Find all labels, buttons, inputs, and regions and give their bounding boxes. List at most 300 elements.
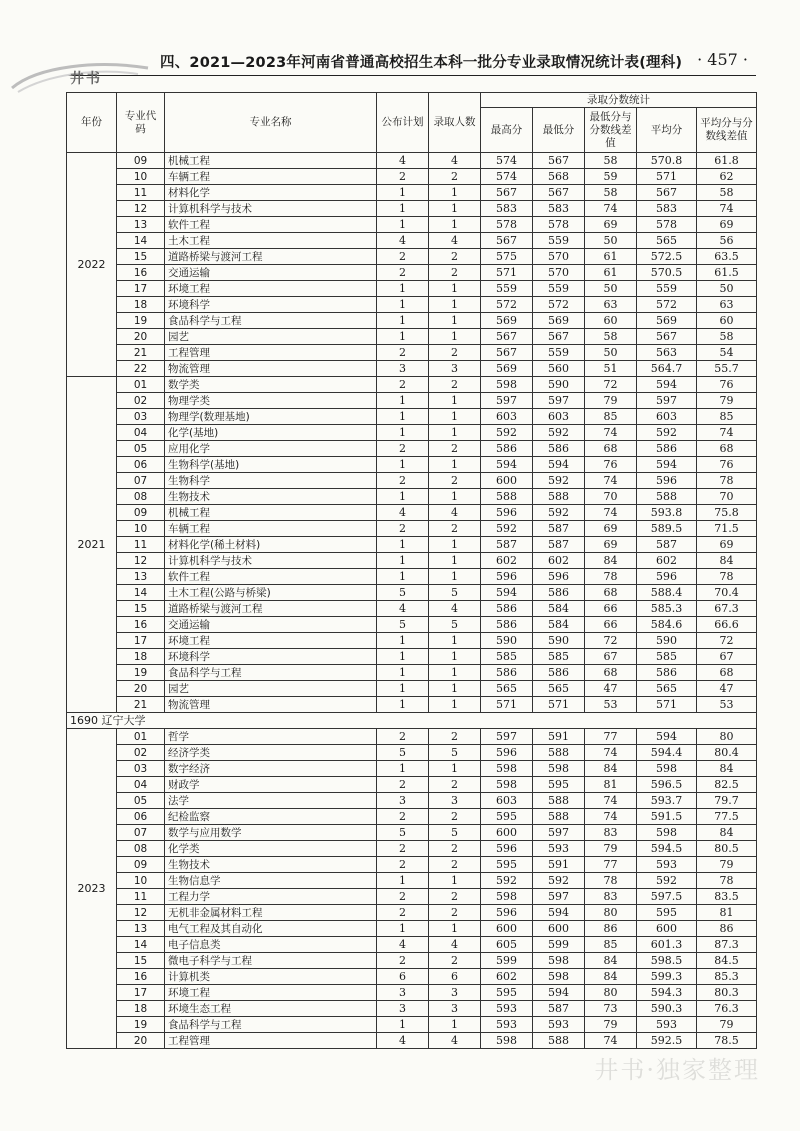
cell-avg-diff: 85 xyxy=(697,409,757,425)
col-avg-diff: 平均分与分数线差值 xyxy=(697,108,757,153)
cell-min-diff: 74 xyxy=(585,201,637,217)
cell-plan: 2 xyxy=(377,857,429,873)
cell-admitted: 1 xyxy=(429,633,481,649)
cell-code: 19 xyxy=(117,665,165,681)
table-row xyxy=(67,345,757,361)
table-row xyxy=(67,985,757,1001)
cell-min-diff: 74 xyxy=(585,793,637,809)
cell-name: 道路桥梁与渡河工程 xyxy=(165,601,377,617)
cell-avg: 571 xyxy=(637,169,697,185)
cell-code: 18 xyxy=(117,649,165,665)
cell-min: 568 xyxy=(533,169,585,185)
cell-min-diff: 80 xyxy=(585,985,637,1001)
cell-max: 588 xyxy=(481,489,533,505)
cell-plan: 2 xyxy=(377,521,429,537)
cell-name: 数学类 xyxy=(165,377,377,393)
cell-avg-diff: 58 xyxy=(697,329,757,345)
table-row xyxy=(67,921,757,937)
cell-avg: 591.5 xyxy=(637,809,697,825)
cell-min: 588 xyxy=(533,489,585,505)
cell-avg-diff: 87.3 xyxy=(697,937,757,953)
cell-min: 603 xyxy=(533,409,585,425)
cell-avg-diff: 78 xyxy=(697,473,757,489)
cell-avg: 595 xyxy=(637,905,697,921)
cell-min: 593 xyxy=(533,1017,585,1033)
table-row xyxy=(67,377,757,393)
cell-admitted: 2 xyxy=(429,521,481,537)
cell-plan: 4 xyxy=(377,601,429,617)
cell-name: 计算机科学与技术 xyxy=(165,553,377,569)
cell-plan: 1 xyxy=(377,281,429,297)
cell-min: 559 xyxy=(533,345,585,361)
cell-name: 物流管理 xyxy=(165,697,377,713)
cell-admitted: 3 xyxy=(429,1001,481,1017)
cell-plan: 2 xyxy=(377,169,429,185)
cell-name: 生物科学 xyxy=(165,473,377,489)
cell-plan: 3 xyxy=(377,1001,429,1017)
cell-name: 交通运输 xyxy=(165,617,377,633)
cell-avg: 565 xyxy=(637,233,697,249)
cell-name: 园艺 xyxy=(165,681,377,697)
cell-avg: 593.8 xyxy=(637,505,697,521)
cell-name: 工程管理 xyxy=(165,345,377,361)
cell-name: 土木工程 xyxy=(165,233,377,249)
cell-avg: 593 xyxy=(637,1017,697,1033)
cell-name: 环境工程 xyxy=(165,281,377,297)
cell-admitted: 2 xyxy=(429,953,481,969)
cell-avg-diff: 80 xyxy=(697,729,757,745)
table-row xyxy=(67,1017,757,1033)
cell-name: 生物技术 xyxy=(165,489,377,505)
cell-name: 物流管理 xyxy=(165,361,377,377)
cell-code: 03 xyxy=(117,761,165,777)
cell-plan: 2 xyxy=(377,953,429,969)
cell-min-diff: 50 xyxy=(585,233,637,249)
table-row xyxy=(67,169,757,185)
cell-max: 596 xyxy=(481,745,533,761)
cell-plan: 2 xyxy=(377,377,429,393)
cell-avg-diff: 72 xyxy=(697,633,757,649)
cell-code: 03 xyxy=(117,409,165,425)
cell-admitted: 3 xyxy=(429,985,481,1001)
cell-name: 机械工程 xyxy=(165,153,377,169)
cell-avg: 594 xyxy=(637,457,697,473)
table-row xyxy=(67,329,757,345)
cell-plan: 1 xyxy=(377,201,429,217)
cell-max: 590 xyxy=(481,633,533,649)
cell-max: 586 xyxy=(481,665,533,681)
col-year: 年份 xyxy=(67,93,117,153)
cell-max: 578 xyxy=(481,217,533,233)
cell-plan: 1 xyxy=(377,393,429,409)
cell-name: 物理学(数理基地) xyxy=(165,409,377,425)
table-row xyxy=(67,857,757,873)
cell-min-diff: 84 xyxy=(585,969,637,985)
table-row xyxy=(67,649,757,665)
col-name: 专业名称 xyxy=(165,93,377,153)
cell-plan: 1 xyxy=(377,457,429,473)
cell-max: 592 xyxy=(481,521,533,537)
cell-code: 13 xyxy=(117,569,165,585)
cell-min: 560 xyxy=(533,361,585,377)
table-row xyxy=(67,937,757,953)
cell-code: 09 xyxy=(117,153,165,169)
cell-admitted: 1 xyxy=(429,281,481,297)
table-row xyxy=(67,473,757,489)
table-row xyxy=(67,153,757,169)
cell-avg: 598.5 xyxy=(637,953,697,969)
cell-admitted: 2 xyxy=(429,377,481,393)
table-row xyxy=(67,873,757,889)
cell-avg: 602 xyxy=(637,553,697,569)
cell-avg-diff: 79 xyxy=(697,857,757,873)
cell-max: 586 xyxy=(481,601,533,617)
cell-avg-diff: 56 xyxy=(697,233,757,249)
cell-avg-diff: 67.3 xyxy=(697,601,757,617)
cell-max: 605 xyxy=(481,937,533,953)
cell-code: 02 xyxy=(117,393,165,409)
cell-admitted: 1 xyxy=(429,649,481,665)
cell-avg: 585.3 xyxy=(637,601,697,617)
cell-max: 594 xyxy=(481,585,533,601)
cell-avg: 594.4 xyxy=(637,745,697,761)
cell-max: 600 xyxy=(481,473,533,489)
cell-max: 598 xyxy=(481,889,533,905)
cell-min: 565 xyxy=(533,681,585,697)
table-row xyxy=(67,521,757,537)
table-row xyxy=(67,361,757,377)
cell-min: 569 xyxy=(533,313,585,329)
cell-code: 12 xyxy=(117,201,165,217)
cell-avg-diff: 76.3 xyxy=(697,1001,757,1017)
cell-avg: 585 xyxy=(637,649,697,665)
cell-min: 570 xyxy=(533,265,585,281)
cell-name: 软件工程 xyxy=(165,217,377,233)
cell-min: 587 xyxy=(533,537,585,553)
cell-admitted: 1 xyxy=(429,921,481,937)
cell-admitted: 2 xyxy=(429,249,481,265)
cell-avg-diff: 63.5 xyxy=(697,249,757,265)
cell-min-diff: 59 xyxy=(585,169,637,185)
cell-avg-diff: 47 xyxy=(697,681,757,697)
page-title: 四、2021—2023年河南省普通高校招生本科一批分专业录取情况统计表(理科) xyxy=(160,55,683,71)
cell-avg: 599.3 xyxy=(637,969,697,985)
cell-max: 593 xyxy=(481,1017,533,1033)
cell-admitted: 1 xyxy=(429,873,481,889)
cell-min-diff: 63 xyxy=(585,297,637,313)
cell-max: 571 xyxy=(481,697,533,713)
cell-code: 08 xyxy=(117,841,165,857)
cell-min: 571 xyxy=(533,697,585,713)
cell-name: 纪检监察 xyxy=(165,809,377,825)
cell-code: 07 xyxy=(117,473,165,489)
cell-admitted: 2 xyxy=(429,441,481,457)
cell-code: 22 xyxy=(117,361,165,377)
cell-plan: 1 xyxy=(377,409,429,425)
cell-admitted: 4 xyxy=(429,1033,481,1049)
cell-code: 17 xyxy=(117,985,165,1001)
cell-min-diff: 83 xyxy=(585,825,637,841)
cell-admitted: 1 xyxy=(429,409,481,425)
cell-plan: 2 xyxy=(377,249,429,265)
cell-avg: 592 xyxy=(637,425,697,441)
cell-min-diff: 84 xyxy=(585,953,637,969)
cell-avg: 588.4 xyxy=(637,585,697,601)
cell-year: 2023 xyxy=(67,729,117,1049)
cell-code: 12 xyxy=(117,553,165,569)
table-row xyxy=(67,313,757,329)
cell-avg-diff: 75.8 xyxy=(697,505,757,521)
cell-avg: 583 xyxy=(637,201,697,217)
cell-min-diff: 78 xyxy=(585,873,637,889)
cell-code: 16 xyxy=(117,969,165,985)
table-row xyxy=(67,665,757,681)
cell-admitted: 2 xyxy=(429,265,481,281)
cell-max: 567 xyxy=(481,233,533,249)
cell-min: 584 xyxy=(533,617,585,633)
cell-admitted: 2 xyxy=(429,345,481,361)
cell-max: 598 xyxy=(481,1033,533,1049)
cell-plan: 4 xyxy=(377,937,429,953)
cell-plan: 1 xyxy=(377,185,429,201)
cell-avg-diff: 74 xyxy=(697,201,757,217)
cell-admitted: 2 xyxy=(429,905,481,921)
cell-avg-diff: 76 xyxy=(697,457,757,473)
cell-avg: 578 xyxy=(637,217,697,233)
cell-avg-diff: 79.7 xyxy=(697,793,757,809)
cell-avg-diff: 80.3 xyxy=(697,985,757,1001)
cell-min-diff: 79 xyxy=(585,1017,637,1033)
cell-code: 11 xyxy=(117,185,165,201)
cell-plan: 1 xyxy=(377,553,429,569)
cell-admitted: 1 xyxy=(429,537,481,553)
cell-avg: 565 xyxy=(637,681,697,697)
cell-admitted: 5 xyxy=(429,825,481,841)
cell-plan: 1 xyxy=(377,569,429,585)
cell-name: 道路桥梁与渡河工程 xyxy=(165,249,377,265)
cell-min: 587 xyxy=(533,1001,585,1017)
cell-max: 583 xyxy=(481,201,533,217)
cell-avg-diff: 79 xyxy=(697,393,757,409)
cell-plan: 1 xyxy=(377,761,429,777)
cell-avg: 593.7 xyxy=(637,793,697,809)
cell-avg-diff: 81 xyxy=(697,905,757,921)
table-row xyxy=(67,537,757,553)
cell-max: 597 xyxy=(481,729,533,745)
cell-min: 567 xyxy=(533,185,585,201)
cell-avg-diff: 70 xyxy=(697,489,757,505)
cell-name: 土木工程(公路与桥梁) xyxy=(165,585,377,601)
cell-name: 食品科学与工程 xyxy=(165,665,377,681)
col-min-diff: 最低分与分数线差值 xyxy=(585,108,637,153)
cell-plan: 2 xyxy=(377,265,429,281)
cell-name: 经济学类 xyxy=(165,745,377,761)
cell-min-diff: 69 xyxy=(585,521,637,537)
cell-avg: 600 xyxy=(637,921,697,937)
cell-admitted: 4 xyxy=(429,937,481,953)
cell-avg: 596 xyxy=(637,473,697,489)
cell-min: 591 xyxy=(533,729,585,745)
cell-admitted: 4 xyxy=(429,233,481,249)
cell-code: 20 xyxy=(117,1033,165,1049)
cell-code: 12 xyxy=(117,905,165,921)
cell-min-diff: 72 xyxy=(585,633,637,649)
cell-avg-diff: 84 xyxy=(697,825,757,841)
table-row xyxy=(67,617,757,633)
cell-plan: 5 xyxy=(377,585,429,601)
watermark: 井书·独家整理 xyxy=(594,1056,760,1084)
table-row xyxy=(67,281,757,297)
table-row xyxy=(67,233,757,249)
cell-code: 10 xyxy=(117,521,165,537)
cell-plan: 2 xyxy=(377,841,429,857)
cell-min: 590 xyxy=(533,377,585,393)
cell-name: 工程管理 xyxy=(165,1033,377,1049)
cell-avg: 603 xyxy=(637,409,697,425)
cell-avg-diff: 78 xyxy=(697,873,757,889)
cell-min-diff: 69 xyxy=(585,537,637,553)
cell-avg: 594 xyxy=(637,729,697,745)
cell-avg: 590 xyxy=(637,633,697,649)
cell-avg-diff: 85.3 xyxy=(697,969,757,985)
cell-admitted: 4 xyxy=(429,505,481,521)
cell-plan: 1 xyxy=(377,425,429,441)
cell-min: 567 xyxy=(533,329,585,345)
cell-avg: 569 xyxy=(637,313,697,329)
cell-name: 园艺 xyxy=(165,329,377,345)
cell-min-diff: 74 xyxy=(585,425,637,441)
cell-admitted: 2 xyxy=(429,169,481,185)
cell-min-diff: 61 xyxy=(585,265,637,281)
cell-max: 571 xyxy=(481,265,533,281)
table-row xyxy=(67,489,757,505)
cell-code: 14 xyxy=(117,937,165,953)
cell-avg: 601.3 xyxy=(637,937,697,953)
cell-min: 586 xyxy=(533,441,585,457)
cell-avg-diff: 84 xyxy=(697,761,757,777)
cell-admitted: 1 xyxy=(429,297,481,313)
cell-min: 597 xyxy=(533,393,585,409)
cell-avg-diff: 53 xyxy=(697,697,757,713)
cell-max: 559 xyxy=(481,281,533,297)
cell-plan: 2 xyxy=(377,905,429,921)
cell-avg-diff: 69 xyxy=(697,537,757,553)
cell-avg: 592 xyxy=(637,873,697,889)
table-row xyxy=(67,249,757,265)
cell-admitted: 2 xyxy=(429,777,481,793)
table-row xyxy=(67,793,757,809)
table-row xyxy=(67,777,757,793)
cell-name: 生物信息学 xyxy=(165,873,377,889)
cell-code: 21 xyxy=(117,345,165,361)
cell-name: 哲学 xyxy=(165,729,377,745)
cell-name: 工程力学 xyxy=(165,889,377,905)
cell-code: 13 xyxy=(117,921,165,937)
cell-name: 环境工程 xyxy=(165,985,377,1001)
cell-min-diff: 68 xyxy=(585,441,637,457)
cell-max: 595 xyxy=(481,857,533,873)
cell-admitted: 1 xyxy=(429,393,481,409)
cell-admitted: 1 xyxy=(429,425,481,441)
cell-avg: 572 xyxy=(637,297,697,313)
cell-max: 596 xyxy=(481,569,533,585)
cell-avg: 594.3 xyxy=(637,985,697,1001)
cell-avg-diff: 68 xyxy=(697,665,757,681)
section-row xyxy=(67,713,757,729)
cell-avg-diff: 79 xyxy=(697,1017,757,1033)
cell-avg-diff: 60 xyxy=(697,313,757,329)
cell-avg: 572.5 xyxy=(637,249,697,265)
cell-admitted: 1 xyxy=(429,553,481,569)
cell-plan: 1 xyxy=(377,537,429,553)
cell-name: 应用化学 xyxy=(165,441,377,457)
cell-avg: 559 xyxy=(637,281,697,297)
cell-max: 567 xyxy=(481,329,533,345)
cell-admitted: 3 xyxy=(429,793,481,809)
table-row xyxy=(67,1033,757,1049)
cell-min-diff: 58 xyxy=(585,329,637,345)
cell-min: 590 xyxy=(533,633,585,649)
cell-plan: 4 xyxy=(377,153,429,169)
cell-avg: 567 xyxy=(637,329,697,345)
cell-max: 596 xyxy=(481,841,533,857)
cell-min-diff: 66 xyxy=(585,617,637,633)
cell-name: 材料化学(稀土材料) xyxy=(165,537,377,553)
table-row xyxy=(67,889,757,905)
cell-max: 602 xyxy=(481,553,533,569)
cell-name: 车辆工程 xyxy=(165,521,377,537)
cell-min-diff: 60 xyxy=(585,313,637,329)
cell-max: 575 xyxy=(481,249,533,265)
cell-code: 04 xyxy=(117,425,165,441)
cell-min: 587 xyxy=(533,521,585,537)
cell-name: 电子信息类 xyxy=(165,937,377,953)
cell-code: 10 xyxy=(117,873,165,889)
cell-max: 600 xyxy=(481,921,533,937)
cell-plan: 2 xyxy=(377,777,429,793)
cell-min-diff: 53 xyxy=(585,697,637,713)
cell-plan: 1 xyxy=(377,873,429,889)
table-row xyxy=(67,201,757,217)
cell-max: 592 xyxy=(481,425,533,441)
table-row xyxy=(67,393,757,409)
cell-name: 无机非金属材料工程 xyxy=(165,905,377,921)
cell-admitted: 2 xyxy=(429,809,481,825)
cell-avg-diff: 61.5 xyxy=(697,265,757,281)
cell-min: 592 xyxy=(533,425,585,441)
cell-min: 594 xyxy=(533,905,585,921)
cell-avg-diff: 77.5 xyxy=(697,809,757,825)
cell-name: 财政学 xyxy=(165,777,377,793)
cell-name: 环境科学 xyxy=(165,649,377,665)
cell-min-diff: 77 xyxy=(585,729,637,745)
cell-min-diff: 84 xyxy=(585,553,637,569)
cell-min-diff: 74 xyxy=(585,745,637,761)
cell-min: 599 xyxy=(533,937,585,953)
cell-code: 08 xyxy=(117,489,165,505)
cell-admitted: 2 xyxy=(429,889,481,905)
cell-code: 11 xyxy=(117,889,165,905)
table-row xyxy=(67,569,757,585)
cell-avg: 587 xyxy=(637,537,697,553)
cell-avg-diff: 61.8 xyxy=(697,153,757,169)
cell-avg-diff: 54 xyxy=(697,345,757,361)
cell-avg-diff: 66.6 xyxy=(697,617,757,633)
cell-plan: 1 xyxy=(377,921,429,937)
cell-code: 05 xyxy=(117,793,165,809)
cell-code: 15 xyxy=(117,601,165,617)
cell-plan: 5 xyxy=(377,617,429,633)
